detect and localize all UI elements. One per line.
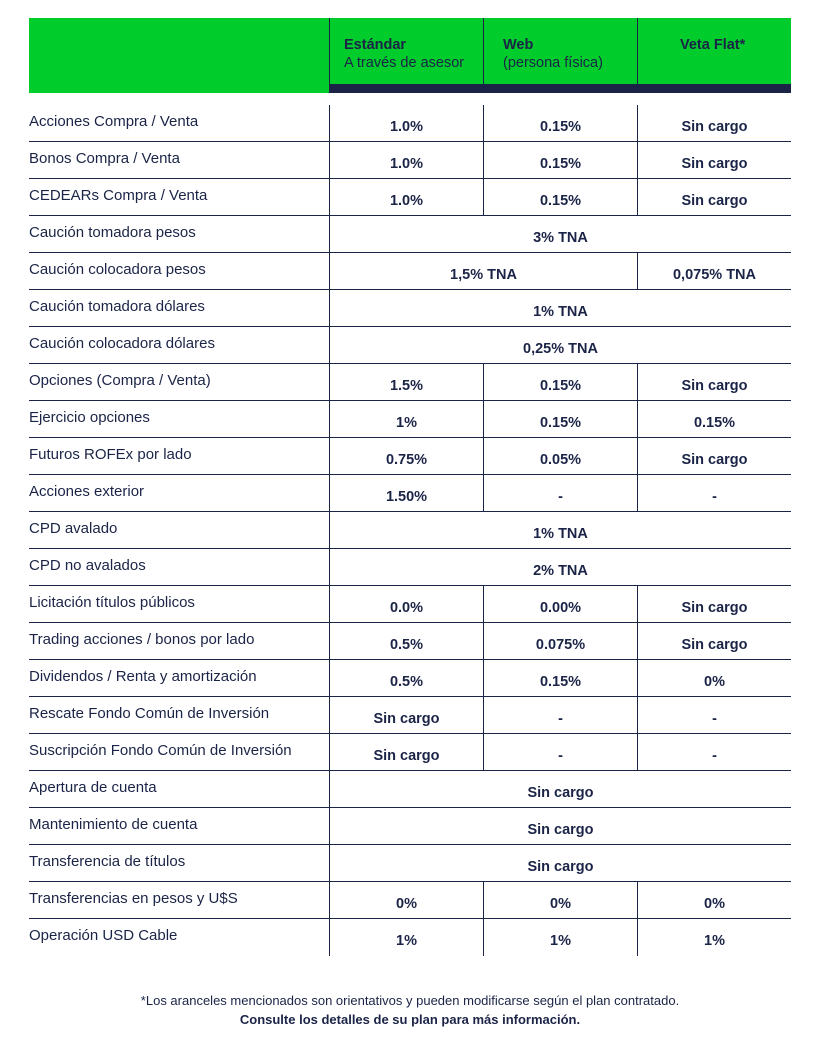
cell-veta-flat: Sin cargo (637, 179, 791, 216)
cell-veta-flat: Sin cargo (637, 364, 791, 401)
table-row (29, 327, 791, 364)
header-veta-flat (680, 36, 745, 54)
header-divider (329, 18, 330, 84)
cell-veta-flat: 1% (637, 919, 791, 956)
cell-web: 0% (483, 882, 637, 919)
cell-veta-flat: 0% (637, 882, 791, 919)
cell-web: 0.15% (483, 105, 637, 142)
cell-veta-flat: 0,075% TNA (637, 253, 791, 290)
cell-all-plans-merged: 3% TNA (329, 216, 791, 253)
cell-veta-flat: Sin cargo (637, 586, 791, 623)
table-row (29, 179, 791, 216)
cell-veta-flat: Sin cargo (637, 142, 791, 179)
cell-estandar: 0.0% (329, 586, 483, 623)
table-row (29, 734, 791, 771)
table-row (29, 475, 791, 512)
table-row (29, 919, 791, 956)
row-label: Dividendos / Renta y amortización (29, 668, 257, 685)
footnote-details: Consulte los detalles de su plan para más información. (239, 1012, 581, 1027)
table-body (29, 105, 791, 956)
row-label: Caución tomadora dólares (29, 298, 205, 315)
row-label: Mantenimiento de cuenta (29, 816, 198, 833)
table-row (29, 623, 791, 660)
row-label: Caución colocadora dólares (29, 335, 215, 352)
row-label: Futuros ROFEx por lado (29, 446, 192, 463)
cell-web: 0.00% (483, 586, 637, 623)
row-label: Transferencias en pesos y U$S (29, 890, 238, 907)
cell-estandar: 1.50% (329, 475, 483, 512)
cell-estandar: 1.0% (329, 179, 483, 216)
cell-web: 0.05% (483, 438, 637, 475)
row-label: Caución colocadora pesos (29, 261, 206, 278)
row-label: Transferencia de títulos (29, 853, 186, 870)
cell-veta-flat: - (637, 734, 791, 771)
table-row (29, 771, 791, 808)
table-row (29, 586, 791, 623)
cell-web: 0.15% (483, 179, 637, 216)
cell-estandar: 0.5% (329, 660, 483, 697)
cell-estandar: 1% (329, 401, 483, 438)
row-label: CEDEARs Compra / Venta (29, 187, 208, 204)
cell-web: 0.15% (483, 660, 637, 697)
row-label: CPD no avalados (29, 557, 146, 574)
row-label: Licitación títulos públicos (29, 594, 195, 611)
table-row (29, 142, 791, 179)
cell-estandar-web-merged: 1,5% TNA (329, 253, 637, 290)
cell-all-plans-merged: Sin cargo (329, 808, 791, 845)
cell-all-plans-merged: 1% TNA (329, 512, 791, 549)
cell-web: 0.15% (483, 364, 637, 401)
cell-veta-flat: Sin cargo (637, 438, 791, 475)
header-web-title: Web (503, 37, 534, 53)
cell-estandar: 1.0% (329, 142, 483, 179)
header-web-subtitle: (persona física) (503, 55, 603, 71)
cell-estandar: 0% (329, 882, 483, 919)
cell-estandar: 0.5% (329, 623, 483, 660)
table-row (29, 216, 791, 253)
cell-veta-flat: 0% (637, 660, 791, 697)
cell-web: - (483, 475, 637, 512)
table-row (29, 697, 791, 734)
row-label: Acciones Compra / Venta (29, 113, 199, 130)
cell-estandar: 1% (329, 919, 483, 956)
table-row (29, 401, 791, 438)
cell-web: 0.15% (483, 142, 637, 179)
header-underline (329, 84, 791, 93)
row-label: Rescate Fondo Común de Inversión (29, 705, 270, 722)
table-row (29, 549, 791, 586)
row-label: Trading acciones / bonos por lado (29, 631, 255, 648)
table-row (29, 253, 791, 290)
cell-veta-flat: Sin cargo (637, 105, 791, 142)
table-row (29, 364, 791, 401)
fees-table (29, 18, 791, 956)
cell-estandar: Sin cargo (329, 697, 483, 734)
cell-estandar: 1.5% (329, 364, 483, 401)
cell-estandar: 0.75% (329, 438, 483, 475)
cell-veta-flat: - (637, 475, 791, 512)
cell-web: 0.15% (483, 401, 637, 438)
table-row (29, 845, 791, 882)
cell-veta-flat: Sin cargo (637, 623, 791, 660)
cell-web: - (483, 697, 637, 734)
row-label: Caución tomadora pesos (29, 224, 196, 241)
header-estandar-title: Estándar (344, 37, 407, 53)
cell-estandar: Sin cargo (329, 734, 483, 771)
footnote-disclaimer: *Los aranceles mencionados son orientativos y pueden modificarse según el plan contratado. (140, 993, 680, 1008)
row-label: Ejercicio opciones (29, 409, 150, 426)
row-label: Acciones exterior (29, 483, 145, 500)
cell-veta-flat: 0.15% (637, 401, 791, 438)
header-veta-flat-title: Veta Flat* (680, 37, 746, 53)
cell-web: 1% (483, 919, 637, 956)
row-label: Apertura de cuenta (29, 779, 157, 796)
cell-veta-flat: - (637, 697, 791, 734)
row-label: CPD avalado (29, 520, 118, 537)
table-row (29, 290, 791, 327)
header-web (503, 36, 603, 72)
row-label: Opciones (Compra / Venta) (29, 372, 211, 389)
header-estandar-subtitle: A través de asesor (344, 55, 465, 71)
cell-web: - (483, 734, 637, 771)
cell-all-plans-merged: 2% TNA (329, 549, 791, 586)
row-label: Operación USD Cable (29, 927, 178, 944)
cell-all-plans-merged: 0,25% TNA (329, 327, 791, 364)
cell-all-plans-merged: Sin cargo (329, 771, 791, 808)
table-row (29, 882, 791, 919)
header-divider (483, 18, 484, 84)
table-row (29, 512, 791, 549)
cell-estandar: 1.0% (329, 105, 483, 142)
cell-all-plans-merged: 1% TNA (329, 290, 791, 327)
table-row (29, 105, 791, 142)
table-row (29, 438, 791, 475)
table-header (29, 18, 791, 93)
header-divider (637, 18, 638, 84)
header-estandar (344, 36, 464, 72)
row-label: Suscripción Fondo Común de Inversión (29, 742, 292, 759)
row-label: Bonos Compra / Venta (29, 150, 180, 167)
table-row (29, 808, 791, 845)
cell-web: 0.075% (483, 623, 637, 660)
cell-all-plans-merged: Sin cargo (329, 845, 791, 882)
table-row (29, 660, 791, 697)
